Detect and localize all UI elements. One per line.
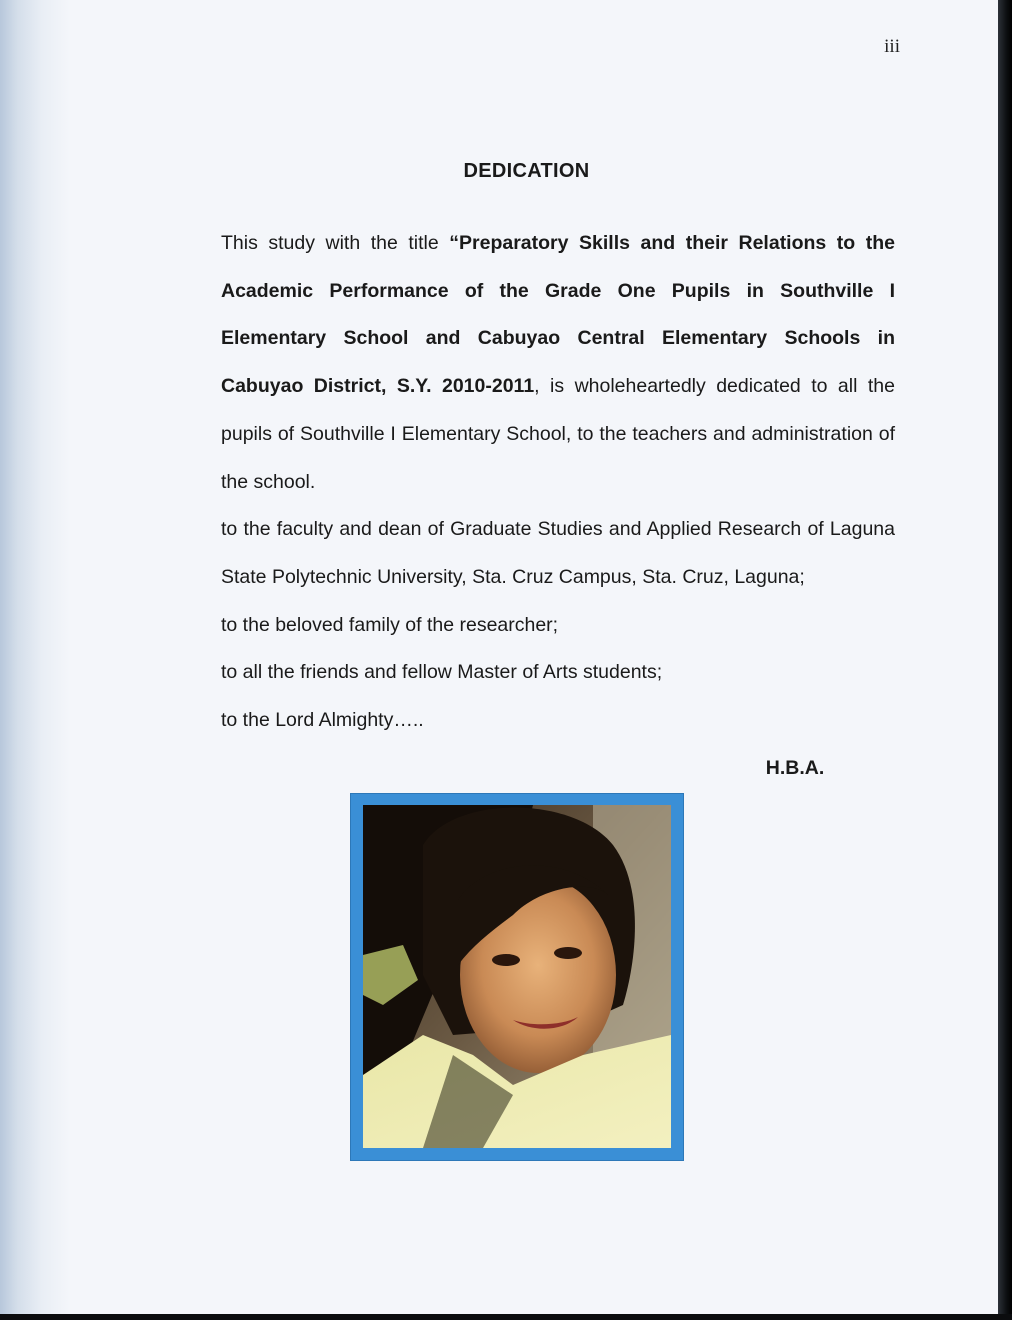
paragraph-1-intro: This study with the title	[221, 232, 450, 254]
scan-bottom-edge	[0, 1314, 1012, 1320]
author-initials: H.B.A.	[765, 757, 825, 779]
dedication-body	[158, 220, 895, 745]
scan-left-shadow	[0, 0, 70, 1320]
portrait-illustration	[363, 805, 671, 1148]
dedication-line-lord: to the Lord Almighty…..	[221, 709, 424, 732]
dedication-line-family: to the beloved family of the researcher;	[221, 613, 559, 636]
dedication-paragraph-2: to the faculty and dean of Graduate Studies and Applied Research of Laguna State Polytechnic University, Sta. Cruz Campus, Sta. Cruz, Laguna;	[221, 518, 895, 588]
paragraph-1-rest: , is wholeheartedly dedicated to all the pupils of Southville I Elementary School, to the teachers and administration of the school.	[221, 375, 895, 493]
study-title: “Preparatory Skills and their Relations to the Academic Performance of the Grade One Pupils in Southville I Elementary School and Cabuyao Central Elementary Schools in Cabuyao District, S.Y. 2010-2011	[221, 232, 895, 398]
scan-right-edge	[998, 0, 1012, 1320]
dedication-paragraph-1	[158, 220, 895, 506]
portrait-photo	[363, 805, 671, 1148]
dedication-line-friends: to all the friends and fellow Master of Arts students;	[221, 661, 663, 684]
portrait-frame	[350, 793, 684, 1161]
page-number: iii	[884, 36, 900, 57]
page-title: DEDICATION	[463, 160, 590, 182]
